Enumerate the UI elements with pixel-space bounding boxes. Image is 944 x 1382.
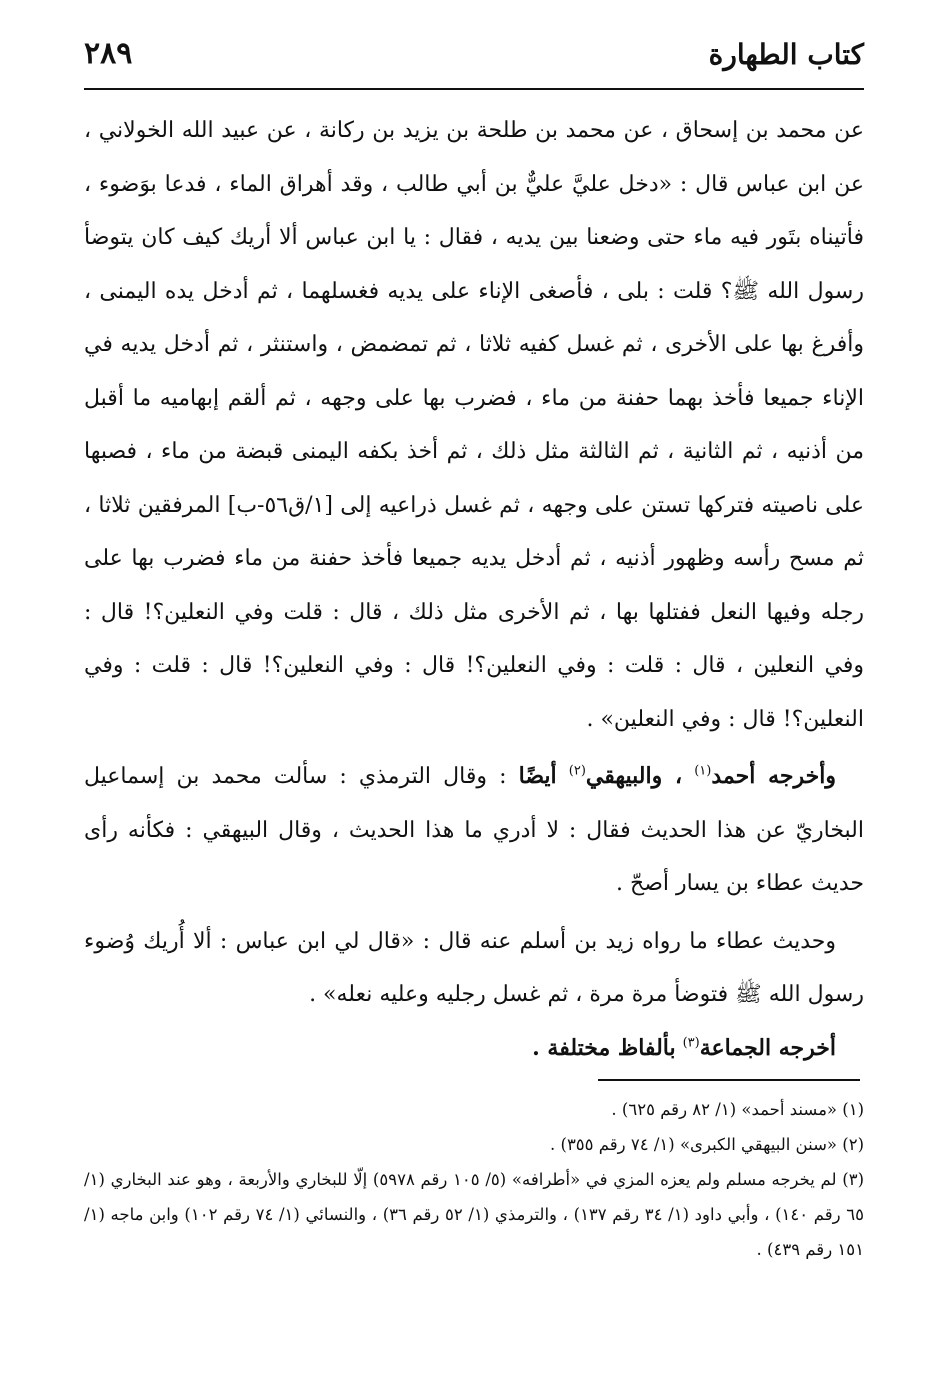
bold-phrase: أخرجه الجماعة xyxy=(699,1034,836,1061)
footnotes xyxy=(84,1092,864,1267)
main-text xyxy=(84,104,864,1075)
header-rule xyxy=(84,88,864,90)
hadith-paragraph: عن محمد بن إسحاق ، عن محمد بن طلحة بن يزيد بن ركانة ، عن عبيد الله الخولاني ، عن ابن عباس قال : «دخل عليَّ عليٌّ بن أبي طالب ، وقد أهراق الماء ، فدعا بوَضوء ، فأتيناه بتَور فيه ماء حتى وضعنا بين يديه ، فقال : يا ابن عباس ألا أريك كيف كان يتوضأ رسول الله ﷺ؟ قلت : بلى ، فأصغى الإناء على يديه فغسلهما ، ثم أدخل يده اليمنى ، وأفرغ بها على الأخرى ، ثم غسل كفيه ثلاثا ، ثم تمضمض ، واستنثر ، ثم أدخل يديه في الإناء جميعا فأخذ بهما حفنة من ماء ، فضرب بها على وجهه ، ثم ألقم إبهاميه ما أقبل من أذنيه ، ثم الثانية ، ثم الثالثة مثل ذلك ، ثم أخذ بكفه اليمنى قبضة من ماء ، فصبها على ناصيته فتركها تستن على وجهه ، ثم غسل ذراعيه إلى [١/ق٥٦-ب] المرفقين ثلاثا ، ثم مسح رأسه وظهور أذنيه ، ثم أدخل يديه جميعا فأخذ حفنة من ماء فضرب بها على رجله وفيها النعل ففتلها بها ، ثم الأخرى مثل ذلك ، قال : قلت وفي النعلين؟! قال : وفي النعلين ، قال : قلت : وفي النعلين؟! قال : وفي النعلين؟! قال : قلت : وفي النعلين؟! قال : وفي النعلين» . xyxy=(84,118,865,732)
takhrij-paragraph xyxy=(84,750,864,911)
footnote-ref: (١) xyxy=(694,763,712,779)
footnote-separator xyxy=(598,1079,860,1081)
bold-phrase: وأخرجه أحمد xyxy=(711,763,836,789)
page-number: ٢٨٩ xyxy=(84,36,133,71)
footnote-ref: (٣) xyxy=(682,1035,700,1051)
bold-phrase: أيضًا xyxy=(518,763,557,789)
chapter-title: كتاب الطهارة xyxy=(708,38,864,71)
ata-hadith-paragraph: وحديث عطاء ما رواه زيد بن أسلم عنه قال : «قال لي ابن عباس : ألا أُريك وُضوء رسول الله ﷺ فتوضأ مرة مرة ، ثم غسل رجليه وعليه نعله» . xyxy=(84,928,864,1007)
footnote-ref: (٢) xyxy=(568,763,586,779)
bold-phrase: ، والبيهقي xyxy=(585,763,683,789)
footnote: (١) «مسند أحمد» (١/ ٨٢ رقم ٦٢٥) . xyxy=(611,1100,864,1119)
paragraph-text: : وقال الترمذي : سألت محمد بن إسماعيل البخاريّ عن هذا الحديث فقال : لا أدري ما هذا الحديث ، وقال البيهقي : فكأنه رأى حديث عطاء بن يسار أصحّ . xyxy=(84,764,864,896)
page-header xyxy=(84,28,864,84)
footnote: (٢) «سنن البيهقي الكبرى» (١/ ٧٤ رقم ٣٥٥) . xyxy=(550,1135,864,1154)
footnote: (٣) لم يخرجه مسلم ولم يعزه المزي في «أطرافه» (٥/ ١٠٥ رقم ٥٩٧٨) إلّا للبخاري والأربعة ، وهو عند البخاري (١/ ٦٥ رقم ١٤٠) ، وأبي داود (١/ ٣٤ رقم ١٣٧) ، والترمذي (١/ ٥٢ رقم ٣٦) ، والنسائي (١/ ٧٤ رقم ١٠٢) وابن ماجه (١/ ١٥١ رقم ٤٣٩) . xyxy=(84,1170,865,1259)
jamaah-paragraph xyxy=(84,1022,864,1076)
bold-phrase: بألفاظ مختلفة . xyxy=(532,1034,676,1061)
